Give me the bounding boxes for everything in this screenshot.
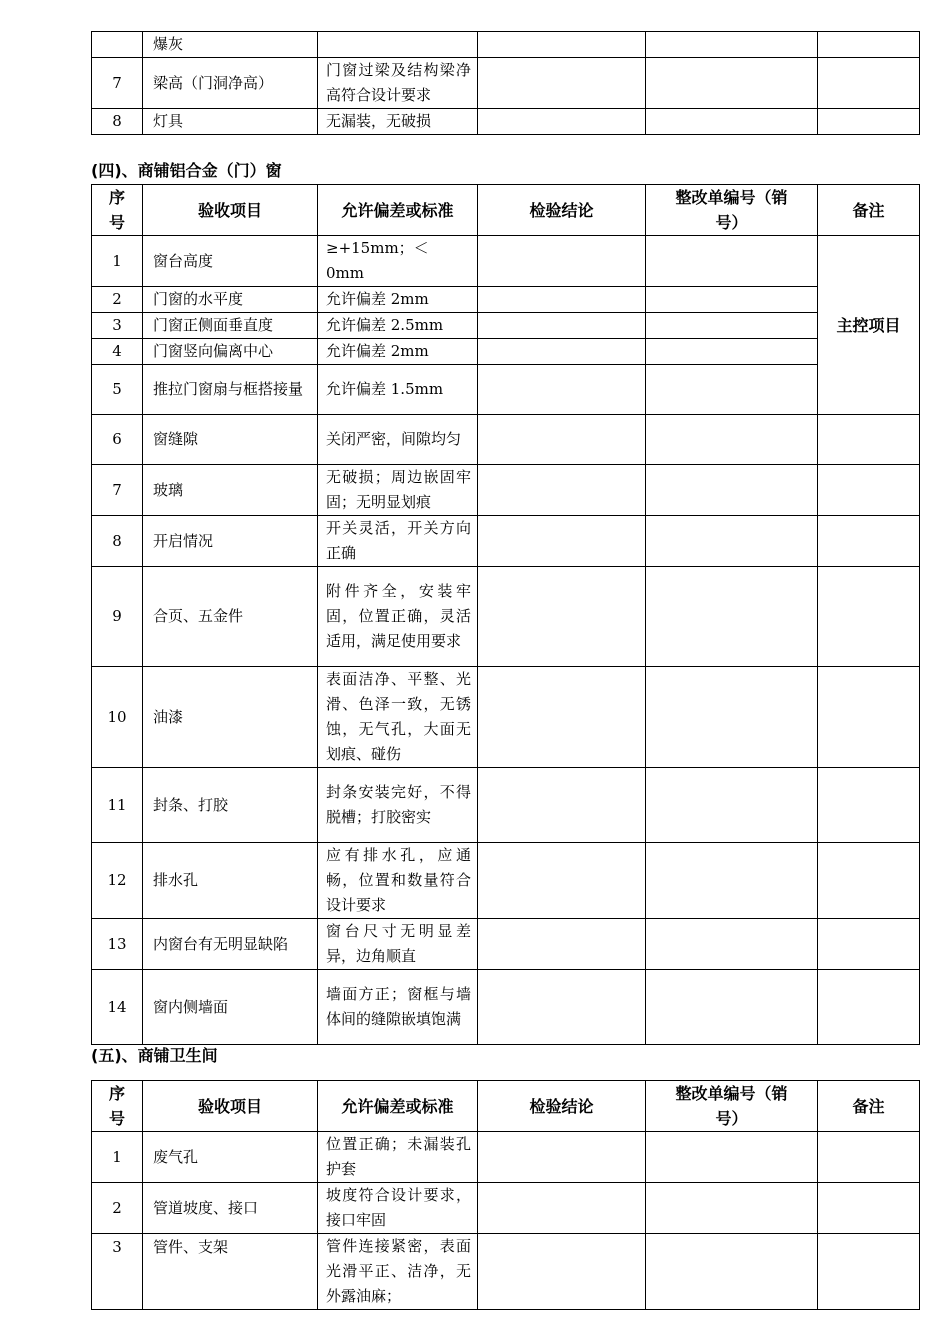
result-cell xyxy=(478,1183,646,1234)
rectify-cell xyxy=(646,58,818,109)
row-number: 3 xyxy=(92,313,143,339)
table-row xyxy=(92,919,920,970)
standard: 坡度符合设计要求，接口牢固 xyxy=(318,1183,478,1234)
inspection-item: 门窗竖向偏离中心 xyxy=(143,339,318,365)
standard: 管件连接紧密，表面光滑平正、洁净，无外露油麻； xyxy=(318,1234,478,1310)
header-item: 验收项目 xyxy=(143,185,318,236)
standard: 门窗过梁及结构梁净高符合设计要求 xyxy=(318,58,478,109)
header-rectify: 整改单编号（销 号） xyxy=(646,185,818,236)
row-number: 7 xyxy=(92,465,143,516)
inspection-item: 窗台高度 xyxy=(143,236,318,287)
rectify-cell xyxy=(646,109,818,135)
standard: 墙面方正；窗框与墙体间的缝隙嵌填饱满 xyxy=(318,970,478,1045)
standard: 窗台尺寸无明显差异，边角顺直 xyxy=(318,919,478,970)
remark-cell xyxy=(818,109,920,135)
remark-cell xyxy=(818,667,920,768)
header-remark: 备注 xyxy=(818,1081,920,1132)
result-cell xyxy=(478,365,646,415)
header-seq: 序 号 xyxy=(92,185,143,236)
rectify-cell xyxy=(646,465,818,516)
main-control-label: 主控项目 xyxy=(818,236,920,415)
rectify-cell xyxy=(646,287,818,313)
standard: 表面洁净、平整、光滑、色泽一致，无锈蚀，无气孔，大面无划痕、碰伤 xyxy=(318,667,478,768)
rectify-cell xyxy=(646,1132,818,1183)
result-cell xyxy=(478,339,646,365)
header-item: 验收项目 xyxy=(143,1081,318,1132)
rectify-cell xyxy=(646,516,818,567)
section-title-aluminum-windows: (四)、商铺铝合金（门）窗 xyxy=(91,161,282,180)
standard: 允许偏差 1.5mm xyxy=(318,365,478,415)
table-row xyxy=(92,109,920,135)
inspection-item: 内窗台有无明显缺陷 xyxy=(143,919,318,970)
table-row xyxy=(92,1234,920,1310)
inspection-item: 开启情况 xyxy=(143,516,318,567)
rectify-cell xyxy=(646,919,818,970)
result-cell xyxy=(478,843,646,919)
remark-cell xyxy=(818,843,920,919)
table-row xyxy=(92,843,920,919)
inspection-item: 门窗的水平度 xyxy=(143,287,318,313)
row-number: 11 xyxy=(92,768,143,843)
remark-cell xyxy=(818,1132,920,1183)
result-cell xyxy=(478,313,646,339)
rectify-cell xyxy=(646,339,818,365)
inspection-item: 梁高（门洞净高） xyxy=(143,58,318,109)
inspection-item: 废气孔 xyxy=(143,1132,318,1183)
table-row xyxy=(92,465,920,516)
remark-cell xyxy=(818,465,920,516)
result-cell xyxy=(478,415,646,465)
table-row xyxy=(92,516,920,567)
result-cell xyxy=(478,516,646,567)
standard: 无破损；周边嵌固牢固；无明显划痕 xyxy=(318,465,478,516)
header-result: 检验结论 xyxy=(478,1081,646,1132)
rectify-cell xyxy=(646,768,818,843)
inspection-item: 灯具 xyxy=(143,109,318,135)
table-row xyxy=(92,667,920,768)
inspection-item: 推拉门窗扇与框搭接量 xyxy=(143,365,318,415)
row-number: 12 xyxy=(92,843,143,919)
standard: 无漏装，无破损 xyxy=(318,109,478,135)
inspection-item: 油漆 xyxy=(143,667,318,768)
standard: 附件齐全，安装牢固，位置正确，灵活适用，满足使用要求 xyxy=(318,567,478,667)
section-title-bathroom: (五)、商铺卫生间 xyxy=(91,1046,218,1065)
row-number: 13 xyxy=(92,919,143,970)
table-row xyxy=(92,32,920,58)
result-cell xyxy=(478,768,646,843)
standard: 允许偏差 2mm xyxy=(318,287,478,313)
row-number: 9 xyxy=(92,567,143,667)
row-number: 5 xyxy=(92,365,143,415)
remark-cell xyxy=(818,768,920,843)
result-cell xyxy=(478,1132,646,1183)
table-row xyxy=(92,58,920,109)
rectify-cell xyxy=(646,365,818,415)
header-standard: 允许偏差或标准 xyxy=(318,185,478,236)
row-number: 8 xyxy=(92,516,143,567)
result-cell xyxy=(478,287,646,313)
inspection-item: 合页、五金件 xyxy=(143,567,318,667)
rectify-cell xyxy=(646,567,818,667)
result-cell xyxy=(478,1234,646,1310)
standard: 位置正确；未漏装孔护套 xyxy=(318,1132,478,1183)
table-header-row xyxy=(92,185,920,236)
standard: 允许偏差 2mm xyxy=(318,339,478,365)
remark-cell xyxy=(818,415,920,465)
header-standard: 允许偏差或标准 xyxy=(318,1081,478,1132)
result-cell xyxy=(478,465,646,516)
table-row xyxy=(92,339,920,365)
rectify-cell xyxy=(646,415,818,465)
row-number: 6 xyxy=(92,415,143,465)
header-remark: 备注 xyxy=(818,185,920,236)
table-header-row xyxy=(92,1081,920,1132)
remark-cell xyxy=(818,970,920,1045)
row-number: 7 xyxy=(92,58,143,109)
inspection-item: 管件、支架 xyxy=(143,1234,318,1310)
rectify-cell xyxy=(646,1183,818,1234)
rectify-cell xyxy=(646,313,818,339)
table-bathroom xyxy=(91,1080,920,1310)
row-number: 10 xyxy=(92,667,143,768)
row-number: 14 xyxy=(92,970,143,1045)
inspection-item: 玻璃 xyxy=(143,465,318,516)
standard: ≥+15mm；＜ 0mm xyxy=(318,236,478,287)
row-number xyxy=(92,32,143,58)
result-cell xyxy=(478,970,646,1045)
table-row xyxy=(92,768,920,843)
table-row xyxy=(92,1132,920,1183)
row-number: 4 xyxy=(92,339,143,365)
table-row xyxy=(92,236,920,287)
result-cell xyxy=(478,567,646,667)
result-cell xyxy=(478,58,646,109)
row-number: 8 xyxy=(92,109,143,135)
inspection-item: 门窗正侧面垂直度 xyxy=(143,313,318,339)
table-continued xyxy=(91,31,920,135)
header-result: 检验结论 xyxy=(478,185,646,236)
header-seq: 序 号 xyxy=(92,1081,143,1132)
table-row xyxy=(92,567,920,667)
remark-cell xyxy=(818,58,920,109)
table-row xyxy=(92,415,920,465)
standard: 应有排水孔，应通畅，位置和数量符合设计要求 xyxy=(318,843,478,919)
standard: 封条安装完好，不得脱槽；打胶密实 xyxy=(318,768,478,843)
inspection-item: 管道坡度、接口 xyxy=(143,1183,318,1234)
inspection-item: 窗缝隙 xyxy=(143,415,318,465)
standard xyxy=(318,32,478,58)
result-cell xyxy=(478,32,646,58)
remark-cell xyxy=(818,1234,920,1310)
standard: 允许偏差 2.5mm xyxy=(318,313,478,339)
remark-cell xyxy=(818,919,920,970)
inspection-item: 爆灰 xyxy=(143,32,318,58)
rectify-cell xyxy=(646,1234,818,1310)
rectify-cell xyxy=(646,970,818,1045)
inspection-item: 窗内侧墙面 xyxy=(143,970,318,1045)
table-row xyxy=(92,1183,920,1234)
result-cell xyxy=(478,919,646,970)
inspection-item: 封条、打胶 xyxy=(143,768,318,843)
row-number: 3 xyxy=(92,1234,143,1310)
remark-cell xyxy=(818,516,920,567)
row-number: 1 xyxy=(92,1132,143,1183)
result-cell xyxy=(478,667,646,768)
table-row xyxy=(92,365,920,415)
remark-cell xyxy=(818,567,920,667)
inspection-item: 排水孔 xyxy=(143,843,318,919)
table-row xyxy=(92,287,920,313)
standard: 开关灵活，开关方向正确 xyxy=(318,516,478,567)
rectify-cell xyxy=(646,32,818,58)
rectify-cell xyxy=(646,667,818,768)
table-row xyxy=(92,970,920,1045)
table-aluminum-windows xyxy=(91,184,920,1045)
row-number: 2 xyxy=(92,1183,143,1234)
rectify-cell xyxy=(646,236,818,287)
remark-cell xyxy=(818,32,920,58)
header-rectify: 整改单编号（销 号） xyxy=(646,1081,818,1132)
row-number: 2 xyxy=(92,287,143,313)
result-cell xyxy=(478,236,646,287)
rectify-cell xyxy=(646,843,818,919)
standard: 关闭严密，间隙均匀 xyxy=(318,415,478,465)
remark-cell xyxy=(818,1183,920,1234)
row-number: 1 xyxy=(92,236,143,287)
result-cell xyxy=(478,109,646,135)
table-row xyxy=(92,313,920,339)
